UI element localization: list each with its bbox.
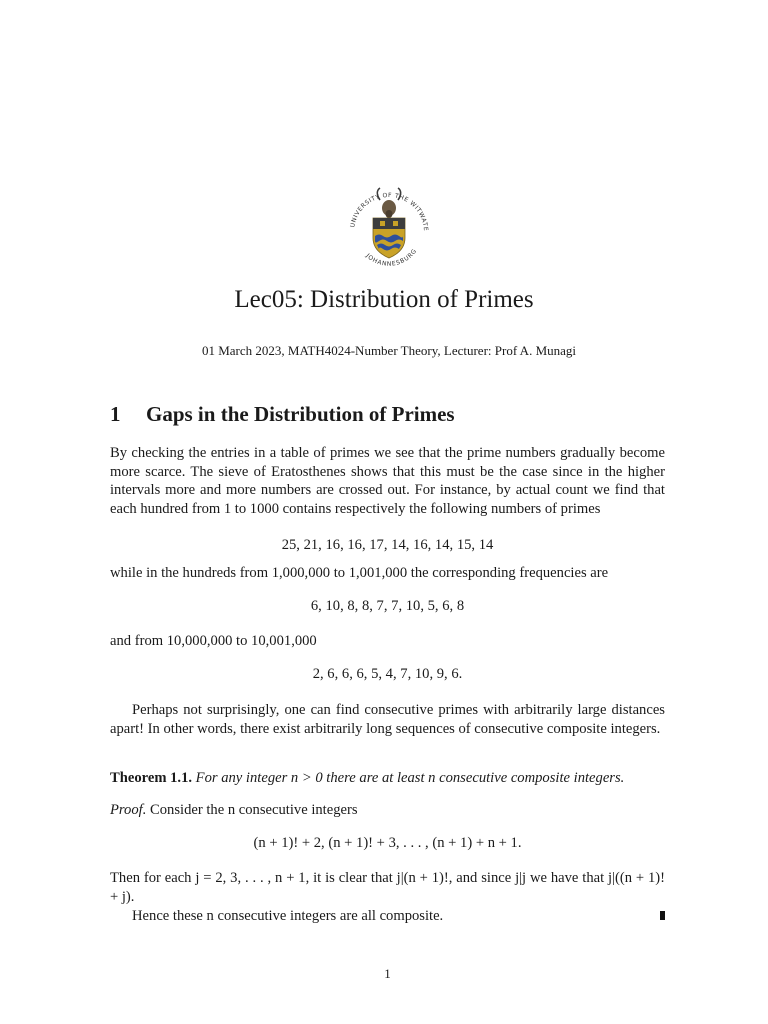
theorem-label: Theorem 1.1. — [110, 770, 193, 786]
section-number: 1 — [110, 402, 121, 426]
proof-label: Proof. — [110, 802, 147, 818]
section-heading — [110, 402, 455, 427]
crest-ring-bottom-text: JOHANNESBURG — [364, 247, 419, 268]
paragraph-ten-million: and from 10,000,000 to 10,001,000 — [110, 633, 317, 649]
section-heading-text: Gaps in the Distribution of Primes — [146, 402, 455, 426]
prime-count-list-3: 2, 6, 6, 6, 5, 4, 7, 10, 9, 6. — [312, 666, 463, 682]
theorem-block — [110, 769, 665, 788]
proof-divisibility: Then for each j = 2, 3, . . . , n + 1, it is clear that j|(n + 1)!, and since j|j we have that j|((n + 1)! + j). — [110, 870, 665, 905]
qed-symbol — [660, 911, 665, 920]
proof-equation: (n + 1)! + 2, (n + 1)! + 3, . . . , (n + 1) + n + 1. — [253, 835, 522, 851]
proof-intro: Consider the n consecutive integers — [150, 802, 358, 818]
prime-count-list-2: 6, 10, 8, 8, 7, 7, 10, 5, 6, 8 — [310, 598, 465, 614]
page-number: 1 — [384, 966, 391, 981]
proof-conclusion: Hence these n consecutive integers are all composite. — [132, 908, 444, 924]
document-subtitle: 01 March 2023, MATH4024-Number Theory, Lecturer: Prof A. Munagi — [201, 343, 577, 358]
paragraph-million: while in the hundreds from 1,000,000 to 1,001,000 the corresponding frequencies are — [110, 565, 609, 581]
crest-ring-top-text: UNIVERSITY OF THE WITWATE — [349, 191, 430, 232]
proof-intro-line — [110, 801, 665, 820]
theorem-statement: For any integer n > 0 there are at least n consecutive composite integers. — [195, 770, 625, 786]
document-title: Lec05: Distribution of Primes — [234, 286, 534, 313]
prime-count-list-1: 25, 21, 16, 16, 17, 14, 16, 14, 15, 14 — [281, 537, 494, 553]
paragraph-intro: By checking the entries in a table of primes we see that the prime numbers gradually become more scarce. The sieve of Eratosthenes shows that this must be the case since in the higher intervals more and more numbers are crossed out. For instance, by actual count we find that each hundred from 1 to 1000 contains respectively the following numbers of primes — [110, 445, 665, 517]
university-crest-logo — [344, 186, 434, 278]
paragraph-gaps: Perhaps not surprisingly, one can find consecutive primes with arbitrarily large distances apart! In other words, there exist arbitrarily long sequences of consecutive composite integers. — [110, 702, 665, 737]
